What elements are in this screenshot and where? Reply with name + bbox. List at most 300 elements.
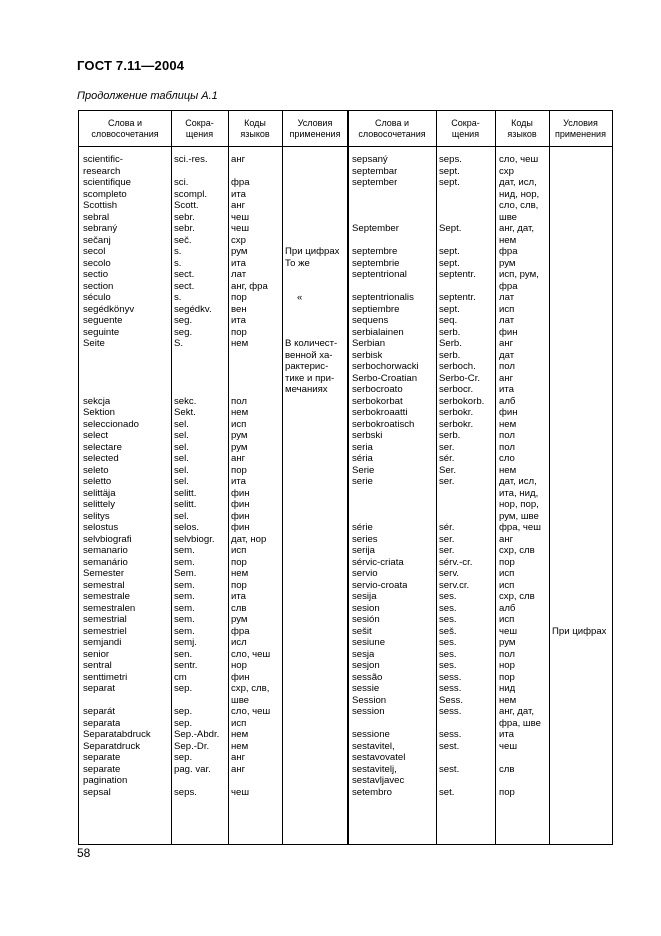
right-language-code-cell: алб <box>499 602 516 614</box>
right-abbreviation-cell: serbocr. <box>439 384 474 395</box>
left-language-code-cell: дат, нор <box>231 533 267 545</box>
left-condition-cell: рактерис- <box>285 361 329 372</box>
left-language-code-cell: нем <box>231 338 249 349</box>
right-language-code-cell: шве <box>499 211 518 223</box>
right-language-code-cell: анг, дат, <box>499 706 535 717</box>
table-row <box>79 476 612 488</box>
left-language-code-cell: нор <box>231 660 247 671</box>
left-word-cell: separata <box>83 717 121 729</box>
left-abbreviation-cell: sci. <box>174 177 189 188</box>
left-abbreviation-cell: sect. <box>174 280 195 292</box>
right-abbreviation-cell: ses. <box>439 591 457 602</box>
right-word-cell: sessão <box>352 671 383 683</box>
table-row <box>79 568 612 580</box>
left-word-cell: selectare <box>83 441 122 453</box>
table-row <box>79 223 612 235</box>
left-language-code-cell: схр, слв, <box>231 683 270 694</box>
left-word-cell: semestral <box>83 579 125 591</box>
header-abbr-1: Сокра- щения <box>185 117 214 139</box>
right-language-code-cell: схр <box>499 165 514 177</box>
right-language-code-cell: схр, слв <box>499 591 535 602</box>
header-abbr-2: Сокра- щения <box>451 117 480 139</box>
left-word-cell: Separatdruck <box>83 740 141 752</box>
right-language-code-cell: чеш <box>499 740 518 752</box>
left-word-cell: semestrial <box>83 614 127 625</box>
table-row <box>79 430 612 442</box>
table-row <box>79 246 612 258</box>
left-word-cell: Sektion <box>83 407 115 418</box>
right-language-code-cell: фра, чеш <box>499 522 541 533</box>
table-row <box>79 522 612 534</box>
left-word-cell: secolo <box>83 257 111 269</box>
left-condition-cell: венной ха- <box>285 349 333 361</box>
right-abbreviation-cell: Sess. <box>439 694 463 706</box>
right-abbreviation-cell: serv. <box>439 568 460 579</box>
table-row <box>79 545 612 557</box>
left-abbreviation-cell: selitt. <box>174 487 197 499</box>
left-abbreviation-cell: selvbiogr. <box>174 533 215 545</box>
left-word-cell: segédkönyv <box>83 303 135 315</box>
left-abbreviation-cell: sentr. <box>174 660 198 671</box>
right-abbreviation-cell: septentr. <box>439 269 476 280</box>
left-abbreviation-cell: sel. <box>174 510 189 522</box>
table-row <box>79 269 612 281</box>
right-abbreviation-cell: serbokr. <box>439 407 474 418</box>
left-word-cell: senttimetri <box>83 671 128 683</box>
right-abbreviation-cell: sérv.-cr. <box>439 556 473 568</box>
left-abbreviation-cell: sen. <box>174 648 193 660</box>
right-word-cell: September <box>352 223 399 234</box>
right-word-cell: serie <box>352 476 373 487</box>
right-word-cell: serbialainen <box>352 326 404 338</box>
right-abbreviation-cell: serb. <box>439 430 461 441</box>
left-language-code-cell: нем <box>231 729 249 740</box>
left-abbreviation-cell: sem. <box>174 556 195 568</box>
right-abbreviation-cell: sept. <box>439 177 460 188</box>
left-word-cell: seguinte <box>83 326 120 338</box>
right-abbreviation-cell: sest. <box>439 740 460 752</box>
right-language-code-cell: нид, нор, <box>499 188 540 200</box>
right-abbreviation-cell: ses. <box>439 637 457 648</box>
right-word-cell: sešit <box>352 625 372 637</box>
right-word-cell: serija <box>352 545 375 556</box>
table-row <box>79 534 612 546</box>
left-abbreviation-cell: sebr. <box>174 223 195 234</box>
right-language-code-cell: пол <box>499 441 515 453</box>
left-abbreviation-cell: semj. <box>174 637 197 648</box>
left-abbreviation-cell: sel. <box>174 441 189 453</box>
left-abbreviation-cell: sem. <box>174 614 195 625</box>
table-row <box>79 304 612 316</box>
table-row <box>79 718 612 730</box>
left-language-code-cell: анг <box>231 453 246 464</box>
left-abbreviation-cell: sep. <box>174 717 193 729</box>
table-row <box>79 706 612 718</box>
left-language-code-cell: рум <box>231 441 248 453</box>
right-abbreviation-cell: Serb. <box>439 338 462 349</box>
left-abbreviation-cell: sem. <box>174 545 195 556</box>
left-word-cell: select <box>83 430 109 441</box>
left-language-code-cell: исл <box>231 637 247 648</box>
left-word-cell: research <box>83 165 121 177</box>
right-abbreviation-cell: ser. <box>439 441 455 453</box>
left-abbreviation-cell: sep. <box>174 752 193 763</box>
right-abbreviation-cell: sess. <box>439 683 462 694</box>
left-abbreviation-cell: segédkv. <box>174 303 212 315</box>
right-abbreviation-cell: sess. <box>439 671 462 683</box>
table-row <box>79 154 612 166</box>
right-language-code-cell: анг <box>499 372 514 384</box>
right-abbreviation-cell: serbokr. <box>439 418 474 430</box>
table-row <box>79 752 612 764</box>
left-language-code-cell: фин <box>231 487 250 499</box>
right-word-cell: serbocroato <box>352 384 403 395</box>
right-language-code-cell: фра <box>499 246 518 257</box>
right-word-cell: serbokroatisch <box>352 418 415 430</box>
right-abbreviation-cell: sess. <box>439 729 462 740</box>
left-abbreviation-cell: seps. <box>174 786 197 798</box>
left-abbreviation-cell: sebr. <box>174 211 195 223</box>
table-row <box>79 499 612 511</box>
right-word-cell: septembrie <box>352 257 400 269</box>
left-word-cell: seguente <box>83 315 123 326</box>
right-language-code-cell: нем <box>499 418 517 430</box>
right-language-code-cell: нор, пор, <box>499 499 539 510</box>
left-condition-cell: мечаниях <box>285 384 328 395</box>
right-language-code-cell: сло, слв, <box>499 200 539 211</box>
left-word-cell: scompleto <box>83 188 127 200</box>
table-row <box>79 396 612 408</box>
header-codes-1: Коды языков <box>240 117 270 139</box>
table-row <box>79 258 612 270</box>
right-language-code-cell: фра, шве <box>499 717 541 729</box>
table-row <box>79 683 612 695</box>
right-abbreviation-cell: seq. <box>439 315 458 326</box>
right-word-cell: sesija <box>352 591 377 602</box>
left-language-code-cell: пор <box>231 556 247 568</box>
table-row <box>79 373 612 385</box>
left-word-cell: secol <box>83 246 106 257</box>
left-abbreviation-cell: sem. <box>174 579 195 591</box>
right-language-code-cell: исп <box>499 303 515 315</box>
table-row <box>79 200 612 212</box>
left-language-code-cell: рум <box>231 430 248 441</box>
table-row <box>79 580 612 592</box>
right-word-cell: Serie <box>352 464 375 476</box>
left-language-code-cell: ита <box>231 257 246 269</box>
right-word-cell: Session <box>352 694 387 706</box>
left-language-code-cell: сло, чеш <box>231 648 271 660</box>
right-word-cell: serbisk <box>352 349 383 361</box>
right-language-code-cell: исп, рум, <box>499 269 539 280</box>
left-language-code-cell: ита <box>231 476 246 487</box>
right-word-cell: session <box>352 706 385 717</box>
right-language-code-cell: рум, шве <box>499 510 539 522</box>
left-word-cell: sečanj <box>83 234 111 246</box>
table-body <box>79 154 612 798</box>
right-language-code-cell: чеш <box>499 625 518 637</box>
table-row <box>79 177 612 189</box>
right-word-cell: sesiune <box>352 637 386 648</box>
left-abbreviation-cell: Scott. <box>174 200 199 211</box>
left-word-cell: sebral <box>83 211 110 223</box>
right-language-code-cell: рум <box>499 257 516 269</box>
left-abbreviation-cell: Sep.-Dr. <box>174 740 210 752</box>
header-conditions-2: Условия применения <box>555 117 606 139</box>
right-abbreviation-cell: sess. <box>439 706 462 717</box>
right-language-code-cell: пол <box>499 430 515 441</box>
left-word-cell: separate <box>83 752 121 763</box>
table-row <box>79 660 612 672</box>
table-row <box>79 281 612 293</box>
left-abbreviation-cell: seč. <box>174 234 192 246</box>
right-abbreviation-cell: sept. <box>439 246 460 257</box>
right-language-code-cell: пол <box>499 361 515 372</box>
left-word-cell: seletto <box>83 476 112 487</box>
table-row <box>79 361 612 373</box>
left-language-code-cell: нем <box>231 407 249 418</box>
left-language-code-cell: схр <box>231 234 246 246</box>
left-language-code-cell: сло, чеш <box>231 706 271 717</box>
right-language-code-cell: дат <box>499 349 515 361</box>
left-language-code-cell: исп <box>231 418 247 430</box>
right-word-cell: Serbian <box>352 338 386 349</box>
right-language-code-cell: исп <box>499 579 515 591</box>
left-abbreviation-cell: sem. <box>174 602 195 614</box>
right-word-cell: series <box>352 533 378 545</box>
document-title: ГОСТ 7.11—2004 <box>77 58 185 73</box>
left-condition-cell: При цифрах <box>285 246 340 257</box>
left-language-code-cell: пор <box>231 464 247 476</box>
table-row <box>79 419 612 431</box>
left-word-cell: século <box>83 292 111 303</box>
left-language-code-cell: фин <box>231 499 250 510</box>
right-language-code-cell: нем <box>499 234 517 246</box>
right-abbreviation-cell: ses. <box>439 614 457 625</box>
left-language-code-cell: ита <box>231 591 246 602</box>
right-language-code-cell: анг <box>499 338 514 349</box>
left-abbreviation-cell: sci.-res. <box>174 154 208 165</box>
table-row <box>79 327 612 339</box>
left-abbreviation-cell: Sep.-Abdr. <box>174 729 220 740</box>
left-language-code-cell: пор <box>231 579 247 591</box>
left-language-code-cell: исп <box>231 717 247 729</box>
left-abbreviation-cell: Sem. <box>174 568 197 579</box>
right-language-code-cell: лат <box>499 292 515 303</box>
right-word-cell: septentrionalis <box>352 292 414 303</box>
right-word-cell: septentrional <box>352 269 407 280</box>
left-abbreviation-cell: scompl. <box>174 188 208 200</box>
right-language-code-cell: сло <box>499 453 515 464</box>
left-language-code-cell: пор <box>231 292 247 303</box>
right-abbreviation-cell: ses. <box>439 602 457 614</box>
right-language-code-cell: анг, дат, <box>499 223 535 234</box>
left-abbreviation-cell: sem. <box>174 591 195 602</box>
left-condition-cell: В количест- <box>285 338 338 349</box>
right-abbreviation-cell: Ser. <box>439 464 457 476</box>
right-word-cell: sestavitelj, <box>352 763 397 775</box>
right-abbreviation-cell: serb. <box>439 349 461 361</box>
right-language-code-cell: ита <box>499 729 514 740</box>
left-abbreviation-cell: sel. <box>174 464 189 476</box>
left-language-code-cell: фра <box>231 177 250 188</box>
right-language-code-cell: нор <box>499 660 515 671</box>
right-word-cell: seria <box>352 441 373 453</box>
left-language-code-cell: анг <box>231 763 246 775</box>
left-word-cell: selvbiografi <box>83 533 132 545</box>
right-word-cell: serbochorwacki <box>352 361 419 372</box>
left-language-code-cell: анг <box>231 154 246 165</box>
left-word-cell: separát <box>83 706 115 717</box>
right-word-cell: sepsaný <box>352 154 388 165</box>
left-abbreviation-cell: sel. <box>174 430 189 441</box>
right-abbreviation-cell: serv.cr. <box>439 579 470 591</box>
left-word-cell: sentral <box>83 660 112 671</box>
table-row <box>79 407 612 419</box>
table-continuation-caption: Продолжение таблицы А.1 <box>77 90 218 102</box>
left-language-code-cell: анг <box>231 752 246 763</box>
right-language-code-cell: анг <box>499 533 514 545</box>
left-condition-cell: тике и при- <box>285 372 335 384</box>
left-word-cell: scientifique <box>83 177 131 188</box>
left-word-cell: semanario <box>83 545 128 556</box>
right-abbreviation-cell: sest. <box>439 763 460 775</box>
left-word-cell: Separatabdruck <box>83 729 151 740</box>
right-word-cell: setembro <box>352 786 392 798</box>
right-language-code-cell: ита <box>499 384 514 395</box>
right-language-code-cell: исп <box>499 568 515 579</box>
right-abbreviation-cell: seps. <box>439 154 462 165</box>
table-row <box>79 672 612 684</box>
left-word-cell: senior <box>83 648 110 660</box>
right-word-cell: septiembre <box>352 303 400 315</box>
left-abbreviation-cell: cm <box>174 671 187 683</box>
left-abbreviation-cell: sekc. <box>174 395 197 407</box>
right-word-cell: sérvic-criata <box>352 556 404 568</box>
right-abbreviation-cell: sér. <box>439 522 455 533</box>
left-word-cell: selittäja <box>83 487 116 499</box>
table-row <box>79 166 612 178</box>
left-language-code-cell: ита <box>231 315 246 326</box>
left-abbreviation-cell: sel. <box>174 453 189 464</box>
right-word-cell: sesja <box>352 648 375 660</box>
left-abbreviation-cell: S. <box>174 338 184 349</box>
left-abbreviation-cell: selitt. <box>174 499 197 510</box>
right-word-cell: serbski <box>352 430 383 441</box>
left-language-code-cell: чеш <box>231 211 250 223</box>
left-word-cell: sepsal <box>83 786 111 798</box>
table-row <box>79 350 612 362</box>
left-abbreviation-cell: s. <box>174 292 182 303</box>
right-language-code-cell: нем <box>499 694 517 706</box>
right-language-code-cell: фра <box>499 280 518 292</box>
left-abbreviation-cell: seg. <box>174 326 193 338</box>
table-row <box>79 787 612 799</box>
left-language-code-cell: анг, фра <box>231 280 268 292</box>
header-conditions-1: Условия применения <box>289 117 341 139</box>
left-abbreviation-cell: sect. <box>174 269 195 280</box>
left-abbreviation-cell: s. <box>174 246 182 257</box>
left-word-cell: selostus <box>83 522 119 533</box>
right-word-cell: série <box>352 522 373 533</box>
right-language-code-cell: фин <box>499 407 518 418</box>
left-abbreviation-cell: selos. <box>174 522 200 533</box>
right-word-cell: sessie <box>352 683 380 694</box>
left-word-cell: sebraný <box>83 223 118 234</box>
table-row <box>79 315 612 327</box>
right-language-code-cell: ита, нид, <box>499 487 539 499</box>
right-language-code-cell: дат, исл, <box>499 177 537 188</box>
right-word-cell: sestavljavec <box>352 775 405 786</box>
right-language-code-cell: лат <box>499 315 515 326</box>
left-word-cell: semanário <box>83 556 128 568</box>
right-language-code-cell: нид <box>499 683 516 694</box>
right-language-code-cell: рум <box>499 637 516 648</box>
right-language-code-cell: алб <box>499 395 516 407</box>
left-abbreviation-cell: Sekt. <box>174 407 196 418</box>
table-row <box>79 442 612 454</box>
table-row <box>79 338 612 350</box>
table-row <box>79 384 612 396</box>
right-language-code-cell: фин <box>499 326 518 338</box>
left-language-code-cell: фин <box>231 522 250 533</box>
left-word-cell: pagination <box>83 775 128 786</box>
left-word-cell: separate <box>83 763 121 775</box>
left-abbreviation-cell: sem. <box>174 625 195 637</box>
right-abbreviation-cell: sept. <box>439 165 460 177</box>
table-row <box>79 775 612 787</box>
right-word-cell: servio <box>352 568 378 579</box>
left-language-code-cell: фра <box>231 625 250 637</box>
right-language-code-cell: пор <box>499 786 515 798</box>
header-words-1: Слова и словосочетания <box>91 117 159 139</box>
left-word-cell: Scottish <box>83 200 118 211</box>
left-word-cell: separat <box>83 683 115 694</box>
left-word-cell: section <box>83 280 114 292</box>
table-header <box>79 111 612 147</box>
table-row <box>79 235 612 247</box>
right-abbreviation-cell: serboch. <box>439 361 476 372</box>
table-row <box>79 637 612 649</box>
left-language-code-cell: исп <box>231 545 247 556</box>
right-language-code-cell: пор <box>499 671 515 683</box>
left-word-cell: semjandi <box>83 637 122 648</box>
left-language-code-cell: анг <box>231 200 246 211</box>
right-abbreviation-cell: ses. <box>439 660 457 671</box>
table-row <box>79 741 612 753</box>
right-abbreviation-cell: ses. <box>439 648 457 660</box>
left-word-cell: seleto <box>83 464 109 476</box>
right-word-cell: sestavovatel <box>352 752 406 763</box>
right-abbreviation-cell: sér. <box>439 453 455 464</box>
table-row <box>79 695 612 707</box>
right-word-cell: serbokorbat <box>352 395 403 407</box>
right-word-cell: sesjon <box>352 660 380 671</box>
right-condition-cell: При цифрах <box>552 625 607 637</box>
left-abbreviation-cell: sep. <box>174 706 193 717</box>
right-abbreviation-cell: set. <box>439 786 455 798</box>
page-number: 58 <box>77 846 91 860</box>
left-language-code-cell: слв <box>231 602 247 614</box>
table-row <box>79 453 612 465</box>
table-row <box>79 189 612 201</box>
left-word-cell: scientific- <box>83 154 123 165</box>
left-word-cell: selitys <box>83 510 110 522</box>
left-word-cell: sekcja <box>83 395 111 407</box>
right-language-code-cell: схр, слв <box>499 545 535 556</box>
header-codes-2: Коды языков <box>507 117 537 139</box>
right-abbreviation-cell: ser. <box>439 533 455 545</box>
